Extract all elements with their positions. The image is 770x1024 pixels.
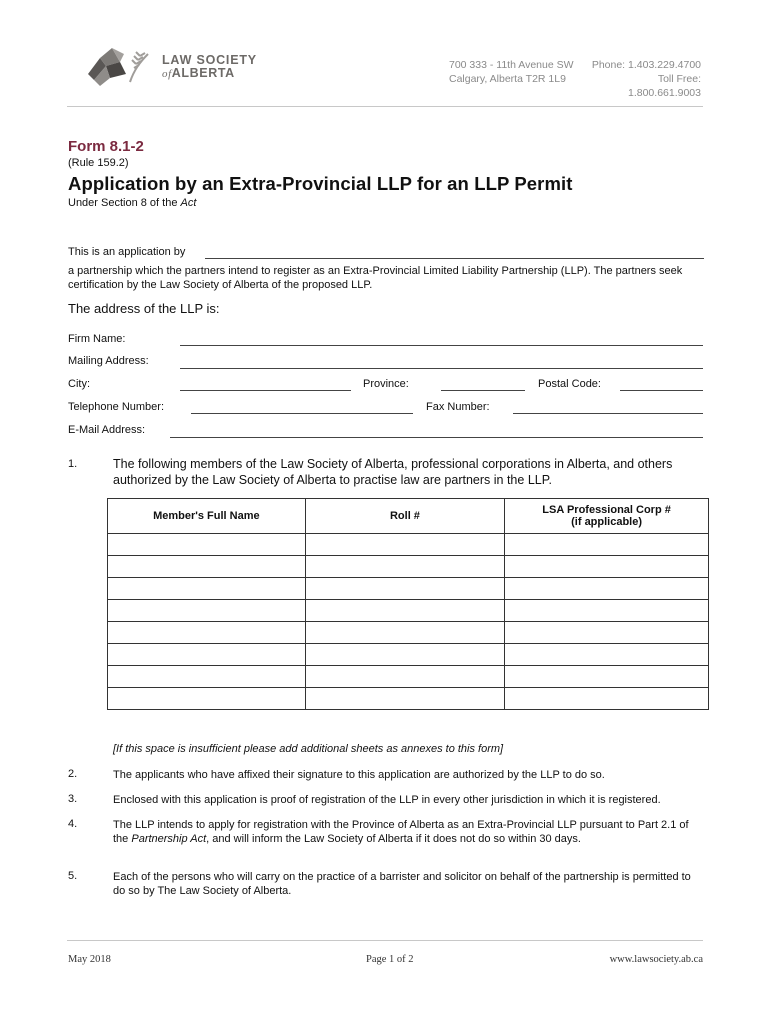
- table-row: [108, 556, 709, 578]
- intro-description: a partnership which the partners intend to register as an Extra-Provincial Limited Liability Partnership (LLP). The partners seek certification by the Law Society of Alberta of the proposed LLP.: [68, 265, 683, 291]
- office-address: 700 333 - 11th Avenue SW Calgary, Alberta T2R 1L9: [449, 59, 574, 85]
- table-header-row: [108, 499, 709, 534]
- law-society-logo-text: LAW SOCIETY ofALBERTA: [162, 53, 257, 80]
- city-label: City:: [68, 378, 90, 390]
- member-name-cell[interactable]: [108, 622, 306, 644]
- email-label: E-Mail Address:: [68, 424, 146, 436]
- fax-label: Fax Number:: [426, 401, 490, 413]
- mailing-address-label: Mailing Address:: [68, 355, 149, 367]
- member-name-cell[interactable]: [108, 534, 306, 556]
- professional-corp-cell[interactable]: [505, 622, 709, 644]
- telephone-field[interactable]: [191, 413, 413, 414]
- footer-date: May 2018: [68, 954, 111, 965]
- item-2-number: 2.: [68, 768, 78, 780]
- roll-number-cell[interactable]: [305, 622, 504, 644]
- table-row: [108, 578, 709, 600]
- item-3-text: Enclosed with this application is proof of registration of the LLP in every other jurisdiction in which it is registered.: [113, 794, 661, 806]
- item-5-number: 5.: [68, 870, 78, 882]
- item-3-number: 3.: [68, 793, 78, 805]
- rule-reference: (Rule 159.2): [68, 157, 129, 169]
- firm-name-field[interactable]: [180, 345, 703, 346]
- roll-number-cell[interactable]: [305, 688, 504, 710]
- item-4-number: 4.: [68, 818, 78, 830]
- member-name-cell[interactable]: [108, 666, 306, 688]
- professional-corp-cell[interactable]: [505, 578, 709, 600]
- professional-corp-cell[interactable]: [505, 556, 709, 578]
- professional-corp-cell[interactable]: [505, 534, 709, 556]
- item-1-text: The following members of the Law Society of Alberta, professional corporations in Alberta, and others authorized by the Law Society of Alberta to practise law are partners in the LLP.: [113, 457, 673, 487]
- office-phone: Phone: 1.403.229.4700 Toll Free: 1.800.661.9003: [591, 59, 701, 99]
- table-note: [If this space is insufficient please add additional sheets as annexes to this form]: [113, 743, 504, 755]
- item-5-text: Each of the persons who will carry on the practice of a barrister and solicitor on behalf of the partnership is permitted to do so by The Law Society of Alberta.: [113, 871, 691, 897]
- member-name-cell[interactable]: [108, 688, 306, 710]
- item-2-text: The applicants who have affixed their signature to this application are authorized by the LLP to do so.: [113, 769, 605, 781]
- province-field[interactable]: [441, 390, 525, 391]
- table-row: [108, 622, 709, 644]
- item-4-text: The LLP intends to apply for registration with the Province of Alberta as an Extra-Provincial LLP pursuant to Part 2.1 of the Partnership Act, and will inform the Law Society of Alberta if it does not do so within 30 days.: [113, 819, 689, 845]
- postal-code-label: Postal Code:: [538, 378, 601, 390]
- postal-code-field[interactable]: [620, 390, 703, 391]
- roll-number-cell[interactable]: [305, 666, 504, 688]
- roll-number-cell[interactable]: [305, 556, 504, 578]
- form-subtitle: Under Section 8 of the Act: [68, 197, 197, 209]
- email-field[interactable]: [170, 437, 703, 438]
- province-label: Province:: [363, 378, 409, 390]
- table-row: [108, 600, 709, 622]
- column-header-name: Member's Full Name: [108, 499, 306, 534]
- professional-corp-cell[interactable]: [505, 666, 709, 688]
- column-header-corp: LSA Professional Corp # (if applicable): [505, 499, 709, 534]
- city-field[interactable]: [180, 390, 351, 391]
- firm-name-label: Firm Name:: [68, 333, 126, 345]
- applicant-name-field[interactable]: [205, 258, 704, 259]
- law-society-logo-mark: [86, 44, 158, 90]
- member-name-cell[interactable]: [108, 556, 306, 578]
- roll-number-cell[interactable]: [305, 600, 504, 622]
- members-table: [107, 498, 709, 710]
- roll-number-cell[interactable]: [305, 578, 504, 600]
- table-row: [108, 644, 709, 666]
- member-name-cell[interactable]: [108, 600, 306, 622]
- form-title: Application by an Extra-Provincial LLP for an LLP Permit: [68, 173, 573, 194]
- header-divider: [67, 106, 703, 107]
- application-by-label: This is an application by: [68, 246, 186, 258]
- professional-corp-cell[interactable]: [505, 600, 709, 622]
- table-row: [108, 688, 709, 710]
- member-name-cell[interactable]: [108, 644, 306, 666]
- footer-divider: [67, 940, 703, 941]
- professional-corp-cell[interactable]: [505, 644, 709, 666]
- telephone-label: Telephone Number:: [68, 401, 165, 413]
- item-1-number: 1.: [68, 458, 78, 470]
- professional-corp-cell[interactable]: [505, 688, 709, 710]
- fax-field[interactable]: [513, 413, 703, 414]
- member-name-cell[interactable]: [108, 578, 306, 600]
- footer-page-number: Page 1 of 2: [366, 954, 414, 965]
- roll-number-cell[interactable]: [305, 644, 504, 666]
- footer-website-link[interactable]: www.lawsociety.ab.ca: [609, 954, 703, 965]
- mailing-address-field[interactable]: [180, 368, 703, 369]
- table-row: [108, 666, 709, 688]
- address-heading: The address of the LLP is:: [68, 301, 220, 316]
- roll-number-cell[interactable]: [305, 534, 504, 556]
- table-row: [108, 534, 709, 556]
- form-number: Form 8.1-2: [68, 138, 144, 155]
- column-header-roll: Roll #: [305, 499, 504, 534]
